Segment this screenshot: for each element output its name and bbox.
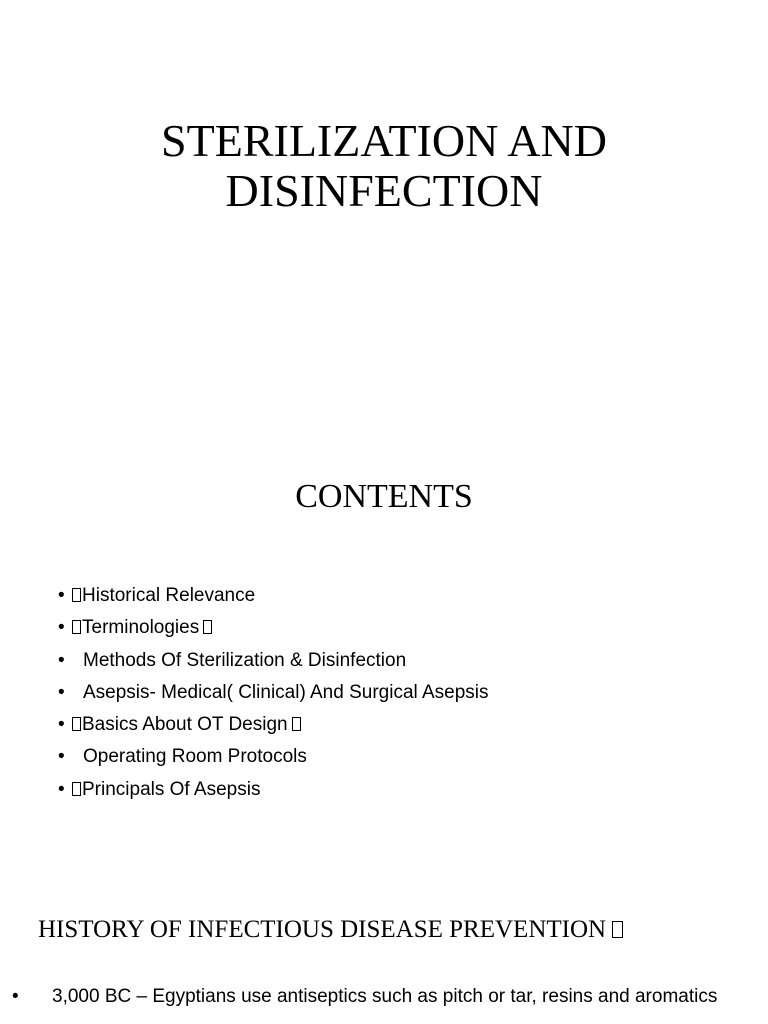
missing-glyph-icon — [72, 588, 81, 602]
contents-item-label: Historical Relevance — [82, 585, 256, 606]
missing-glyph-icon — [612, 921, 623, 938]
contents-item-label: Principals Of Asepsis — [82, 778, 261, 800]
bullet-icon: • — [58, 778, 65, 800]
contents-item-label: Terminologies — [82, 617, 200, 639]
contents-item — [58, 709, 489, 741]
contents-item — [58, 774, 489, 806]
document-title-line-2: DISINFECTION — [225, 165, 543, 216]
contents-item — [58, 741, 489, 773]
contents-item-label: Asepsis- Medical( Clinical) And Surgical Asepsis — [83, 681, 489, 703]
document-title — [0, 116, 768, 216]
contents-item — [58, 677, 489, 709]
bullet-icon: • — [58, 649, 65, 671]
missing-glyph-icon — [72, 782, 81, 796]
contents-item — [58, 612, 489, 644]
missing-glyph-icon — [203, 620, 212, 634]
contents-list — [58, 580, 489, 806]
bullet-icon: • — [58, 585, 65, 606]
bullet-icon: • — [58, 746, 65, 768]
contents-item-label: Basics About OT Design — [82, 714, 288, 736]
history-item-label: 3,000 BC – Egyptians use antiseptics such as pitch or tar, resins and aromatics — [52, 986, 718, 1007]
contents-item-label: Methods Of Sterilization & Disinfection — [83, 649, 407, 671]
missing-glyph-icon — [72, 717, 81, 731]
history-list — [12, 982, 732, 1012]
missing-glyph-icon — [292, 717, 301, 731]
bullet-icon: • — [58, 681, 65, 703]
missing-glyph-icon — [72, 620, 81, 634]
bullet-icon: • — [58, 714, 65, 736]
history-heading-text: HISTORY OF INFECTIOUS DISEASE PREVENTION — [38, 916, 607, 943]
history-heading — [38, 914, 758, 946]
bullet-icon: • — [58, 617, 65, 639]
document-title-line-1: STERILIZATION AND — [161, 115, 607, 166]
contents-heading: CONTENTS — [295, 478, 473, 515]
contents-item — [58, 580, 489, 612]
contents-item — [58, 645, 489, 677]
history-item — [12, 982, 732, 1012]
contents-item-label: Operating Room Protocols — [83, 746, 307, 768]
bullet-icon: • — [12, 986, 19, 1007]
